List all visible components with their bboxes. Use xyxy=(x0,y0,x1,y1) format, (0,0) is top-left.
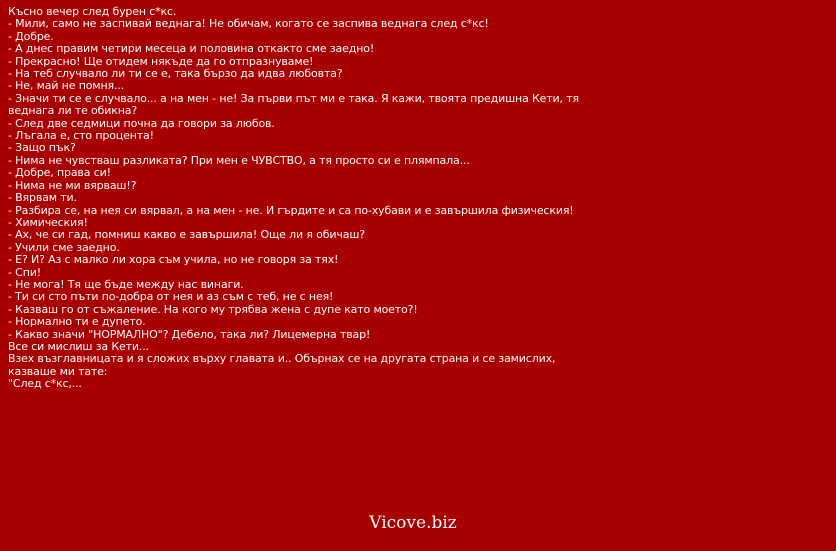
joke-line: - Лъгала е, сто процента! xyxy=(8,129,154,143)
joke-line: - Какво значи "НОРМАЛНО"? Дебело, така ли? Лицемерна твар! xyxy=(8,327,371,341)
joke-line: - А днес правим четири месеца и половина откакто сме заедно! xyxy=(8,42,375,56)
joke-line: - Нормално ти е дупето. xyxy=(8,315,146,329)
joke-line: "След с*кс,... xyxy=(8,377,82,391)
joke-line: - Е? И? Аз с малко ли хора съм учила, но не говоря за тях! xyxy=(8,253,339,267)
joke-line: - Защо пък? xyxy=(8,141,76,155)
joke-line: Все си мислиш за Кети... xyxy=(8,339,149,353)
joke-line: Взех възглавницата и я сложих върху главата и.. Обърнах се на другата страна и се замислих, казваше ми тате: xyxy=(8,352,559,378)
joke-line: - На теб случвало ли ти се е, така бързо да идва любовта? xyxy=(8,67,343,81)
joke-line: - Прекрасно! Ще отидем някъде да го отпразнуваме! xyxy=(8,54,314,68)
joke-line: - Не, май не помня... xyxy=(8,79,125,93)
joke-line: - Химическия! xyxy=(8,215,88,229)
joke-line: - Добре. xyxy=(8,29,54,43)
joke-line: - Разбира се, на нея си вярвал, а на мен - не. И гърдите и са по-хубави и е завършила физическия! xyxy=(8,203,574,217)
joke-line: - Казваш го от съжаление. На кого му трябва жена с дупе като моето?! xyxy=(8,302,418,316)
joke-line: - Мили, само не заспивай веднага! Не обичам, когато се заспива веднага след с*кс! xyxy=(8,17,489,31)
joke-line: - Учили сме заедно. xyxy=(8,240,120,254)
joke-line: - Нима не чувстваш разликата? При мен е ЧУВСТВО, а тя просто си е плямпала... xyxy=(8,153,470,167)
joke-line: - Вярвам ти. xyxy=(8,191,77,205)
site-brand: Vicove.biz xyxy=(369,513,457,533)
joke-line: - Ти си сто пъти по-добра от нея и аз съм с теб, не с нея! xyxy=(8,290,334,304)
joke-line: - Спи! xyxy=(8,265,41,279)
joke-line: - След две седмици почна да говори за любов. xyxy=(8,116,275,130)
joke-line: Късно вечер след бурен с*кс. xyxy=(8,5,177,18)
joke-line: - Ах, че си гад, помниш какво е завършила! Още ли я обичаш? xyxy=(8,228,365,242)
joke-line: - Не мога! Тя ще бъде между нас винаги. xyxy=(8,277,244,291)
joke-line: - Добре, права си! xyxy=(8,166,111,180)
joke-text xyxy=(8,6,588,391)
joke-line: - Значи ти се е случвало... а на мен - не! За първи път ми е така. Я кажи, твоята предишна Кети, тя веднага ли те обикна? xyxy=(8,91,583,118)
joke-line: - Нима не ми вярваш!? xyxy=(8,178,137,192)
